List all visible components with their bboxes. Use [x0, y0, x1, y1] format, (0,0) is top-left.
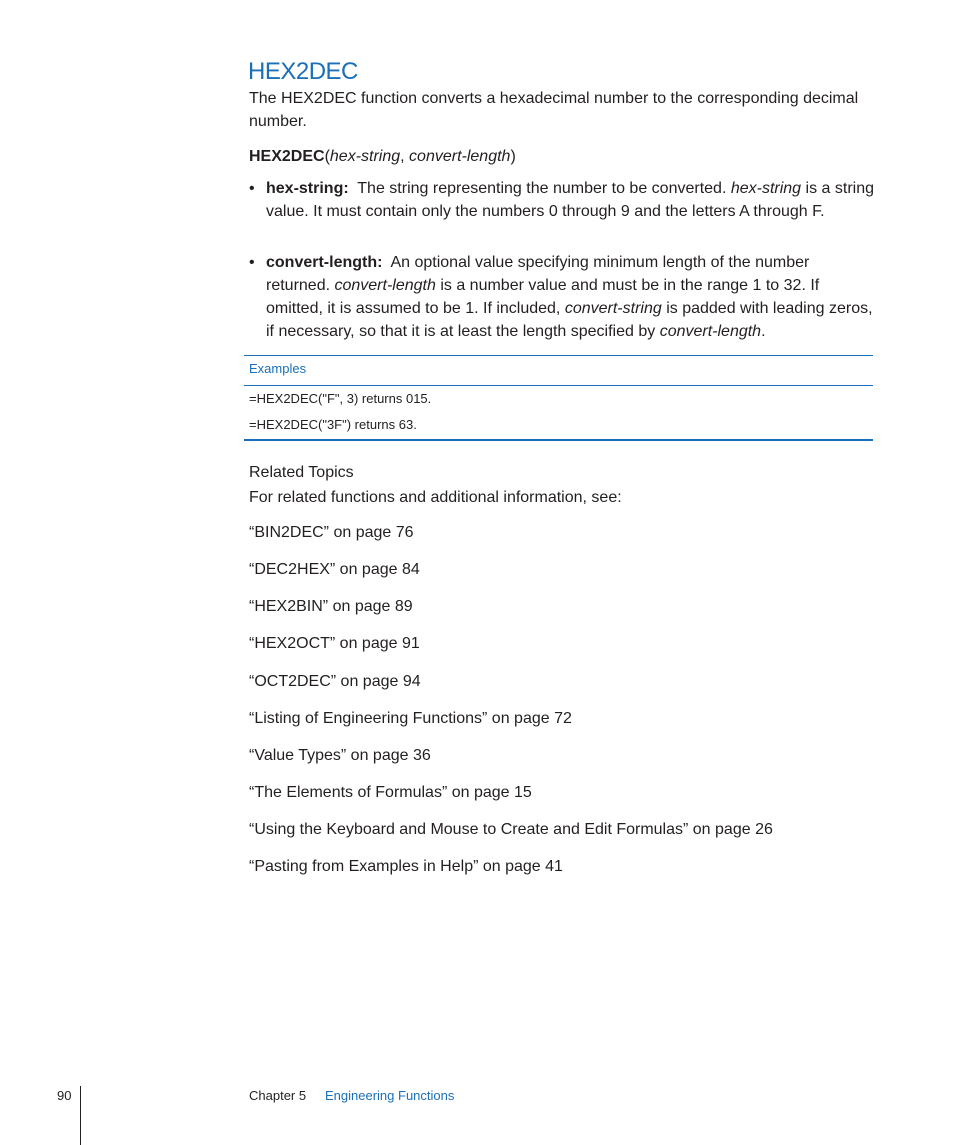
- intro-paragraph: The HEX2DEC function converts a hexadecimal number to the corresponding decimal number.: [249, 90, 859, 130]
- examples-heading: Examples: [249, 361, 307, 376]
- argument-text: is a number value and must be in the range 1 to 32. If omitted, it is assumed to be 1. If included,: [266, 277, 820, 317]
- related-topics-intro: For related functions and additional information, see:: [249, 489, 622, 506]
- argument-item-hex-string: [249, 177, 874, 223]
- example-line: =HEX2DEC("F", 3) returns 015.: [249, 391, 432, 406]
- page-number: 90: [57, 1088, 72, 1103]
- page-title: HEX2DEC: [248, 58, 358, 85]
- syntax-arg-convert-length: convert-length: [409, 148, 511, 165]
- bullet-marker: •: [249, 254, 255, 271]
- argument-italic-term: convert-length: [659, 323, 762, 340]
- argument-italic-term: convert-string: [564, 300, 662, 317]
- related-link-pasting-from-examples[interactable]: “Pasting from Examples in Help” on page 41: [249, 858, 563, 875]
- argument-label: convert-length:: [266, 254, 383, 271]
- argument-item-convert-length: [249, 251, 874, 343]
- syntax-open-paren: (: [324, 148, 330, 165]
- argument-text: is padded with leading zeros, if necessary, so that it is at least the length specified by: [266, 300, 873, 340]
- related-link-bin2dec[interactable]: “BIN2DEC” on page 76: [249, 524, 414, 541]
- related-link-hex2bin[interactable]: “HEX2BIN” on page 89: [249, 598, 413, 615]
- footer-section-title: Engineering Functions: [325, 1088, 455, 1103]
- related-link-value-types[interactable]: “Value Types” on page 36: [249, 747, 431, 764]
- function-syntax: [249, 148, 516, 166]
- example-line: =HEX2DEC("3F") returns 63.: [249, 417, 417, 432]
- argument-text: The string representing the number to be converted.: [357, 180, 731, 197]
- argument-label: hex-string:: [266, 180, 349, 197]
- related-link-hex2oct[interactable]: “HEX2OCT” on page 91: [249, 635, 420, 652]
- footer-divider: [80, 1086, 81, 1145]
- related-link-keyboard-and-mouse[interactable]: “Using the Keyboard and Mouse to Create and Edit Formulas” on page 26: [249, 821, 773, 838]
- bullet-marker: •: [249, 180, 255, 197]
- related-link-oct2dec[interactable]: “OCT2DEC” on page 94: [249, 673, 421, 690]
- related-topics-heading: Related Topics: [249, 464, 354, 481]
- argument-text: .: [761, 323, 766, 340]
- examples-header-rule: [244, 385, 873, 386]
- syntax-function-name: HEX2DEC: [249, 148, 325, 165]
- argument-italic-term: convert-length: [334, 277, 436, 294]
- syntax-arg-hex-string: hex-string: [329, 148, 401, 165]
- footer-chapter: Chapter 5: [249, 1088, 307, 1103]
- argument-italic-term: hex-string: [730, 180, 802, 197]
- syntax-close-paren: ): [510, 148, 516, 165]
- related-link-engineering-functions[interactable]: “Listing of Engineering Functions” on page 72: [249, 710, 572, 727]
- related-link-elements-of-formulas[interactable]: “The Elements of Formulas” on page 15: [249, 784, 532, 801]
- argument-text: An optional value specifying minimum length of the number returned.: [266, 254, 810, 294]
- examples-top-rule: [244, 355, 873, 356]
- syntax-separator: ,: [400, 148, 410, 165]
- examples-bottom-rule: [244, 439, 873, 441]
- related-link-dec2hex[interactable]: “DEC2HEX” on page 84: [249, 561, 420, 578]
- argument-text: is a string value. It must contain only the numbers 0 through 9 and the letters A through F.: [266, 180, 874, 220]
